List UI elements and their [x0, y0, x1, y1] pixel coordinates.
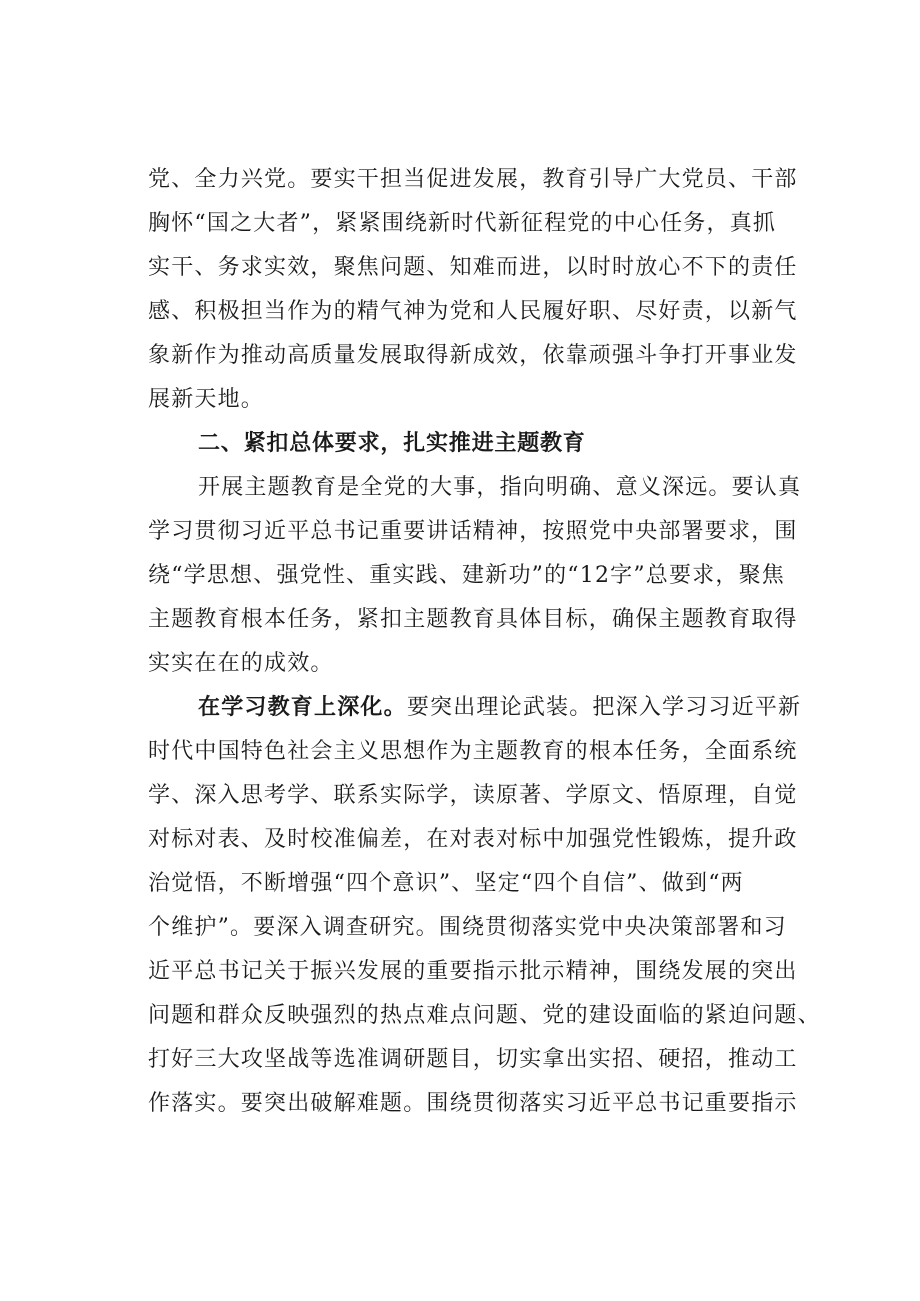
text-line: 问题和群众反映强烈的热点难点问题、党的建设面临的紧迫问题、: [148, 1003, 821, 1028]
paragraph-lead-rest: 要突出理论武装。把深入学习习近平新: [406, 695, 802, 720]
text-line: 绕“学思想、强党性、重实践、建新功”的“12字”总要求，聚焦: [148, 563, 785, 588]
text-line: 实干、务求实效，聚焦问题、知难而进，以时时放心不下的责任: [148, 255, 798, 280]
section-heading: 二、紧扣总体要求，扎实推进主题教育: [198, 431, 586, 456]
text-line: [198, 686, 801, 730]
text-line: 作落实。要突出破解难题。围绕贯彻落实习近平总书记重要指示: [148, 1091, 798, 1116]
paragraph-lead: 在学习教育上深化。: [198, 695, 407, 720]
text-line: 个维护”。要深入调查研究。围绕贯彻落实党中央决策部署和习: [148, 915, 787, 940]
text-line: 感、积极担当作为的精气神为党和人民履好职、尽好责，以新气: [148, 299, 798, 324]
text-line: 治觉悟，不断增强“四个意识”、坚定“四个自信”、做到“两: [148, 871, 744, 896]
text-line: 象新作为推动高质量发展取得新成效，依靠顽强斗争打开事业发: [148, 343, 798, 368]
text-line: 对标对表、及时校准偏差，在对表对标中加强党性锻炼，提升政: [148, 827, 798, 852]
text-line: 主题教育根本任务，紧扣主题教育具体目标，确保主题教育取得: [148, 607, 798, 632]
text-line: 展新天地。: [148, 387, 265, 412]
text-line: 学习贯彻习近平总书记重要讲话精神，按照党中央部署要求，围: [148, 519, 798, 544]
text-line: 开展主题教育是全党的大事，指向明确、意义深远。要认真: [198, 475, 802, 500]
text-line: 实实在在的成效。: [148, 651, 334, 676]
text-line: 近平总书记关于振兴发展的重要指示批示精神，围绕发展的突出: [148, 959, 798, 984]
text-line: 党、全力兴党。要实干担当促进发展，教育引导广大党员、干部: [148, 167, 798, 192]
text-line: 胸怀“国之大者”，紧紧围绕新时代新征程党的中心任务，真抓: [148, 211, 777, 236]
text-line: 打好三大攻坚战等选准调研题目，切实拿出实招、硬招，推动工: [148, 1047, 798, 1072]
text-line: 时代中国特色社会主义思想作为主题教育的根本任务，全面系统: [148, 739, 798, 764]
text-line: 学、深入思考学、联系实际学，读原著、学原文、悟原理，自觉: [148, 783, 798, 808]
